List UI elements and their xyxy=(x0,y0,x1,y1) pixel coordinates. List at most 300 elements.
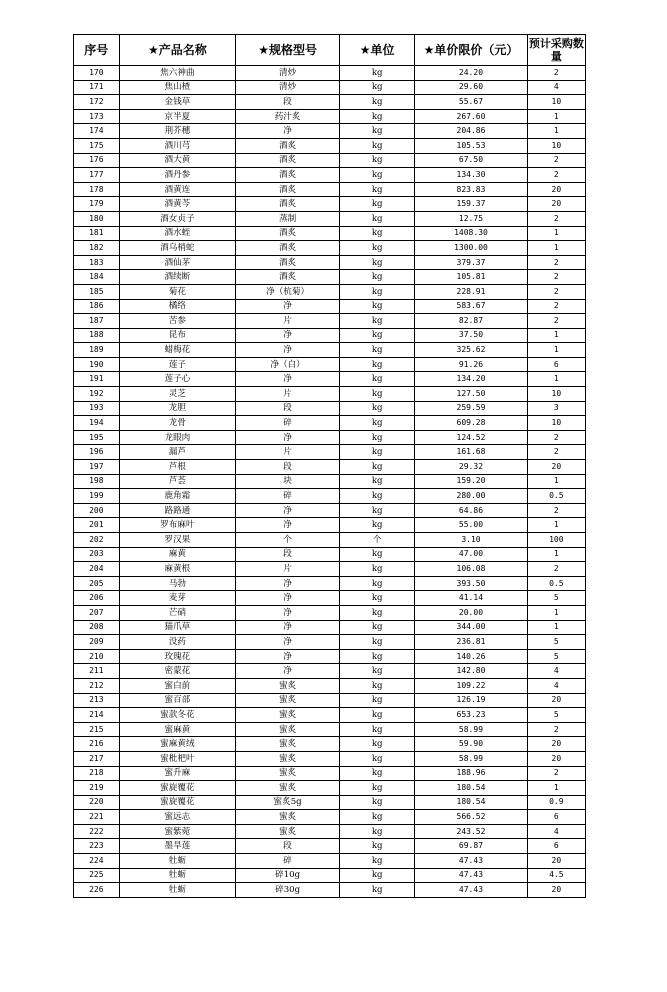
cell-unit-price: 609.28 xyxy=(415,416,527,431)
cell-unit-price: 159.20 xyxy=(415,474,527,489)
cell-specification: 酒炙 xyxy=(236,241,340,256)
price-list-sheet xyxy=(73,34,586,898)
cell-specification: 碎30g xyxy=(236,883,340,898)
table-row xyxy=(74,795,586,810)
cell-specification: 净 xyxy=(236,591,340,606)
cell-unit-price: 142.80 xyxy=(415,664,527,679)
cell-serial-number: 205 xyxy=(74,576,120,591)
cell-quantity: 5 xyxy=(527,649,585,664)
cell-product-name: 莲子心 xyxy=(119,372,236,387)
cell-unit-price: 161.68 xyxy=(415,445,527,460)
cell-unit-price: 325.62 xyxy=(415,343,527,358)
table-row xyxy=(74,854,586,869)
table-row xyxy=(74,153,586,168)
cell-specification: 段 xyxy=(236,547,340,562)
table-row xyxy=(74,430,586,445)
table-row xyxy=(74,80,586,95)
header-row xyxy=(74,35,586,66)
cell-unit-price: 134.30 xyxy=(415,168,527,183)
cell-quantity: 20 xyxy=(527,854,585,869)
cell-product-name: 蜜远志 xyxy=(119,810,236,825)
cell-quantity: 2 xyxy=(527,722,585,737)
cell-unit: kg xyxy=(340,635,415,650)
cell-specification: 蜜炙 xyxy=(236,751,340,766)
table-row xyxy=(74,810,586,825)
table-row xyxy=(74,357,586,372)
cell-quantity: 5 xyxy=(527,591,585,606)
cell-unit-price: 12.75 xyxy=(415,211,527,226)
cell-serial-number: 187 xyxy=(74,314,120,329)
cell-serial-number: 190 xyxy=(74,357,120,372)
cell-serial-number: 186 xyxy=(74,299,120,314)
cell-unit: kg xyxy=(340,95,415,110)
table-row xyxy=(74,211,586,226)
cell-serial-number: 175 xyxy=(74,138,120,153)
cell-unit-price: 67.50 xyxy=(415,153,527,168)
table-row xyxy=(74,489,586,504)
table-row xyxy=(74,693,586,708)
cell-quantity: 20 xyxy=(527,182,585,197)
table-row xyxy=(74,343,586,358)
cell-product-name: 墨旱莲 xyxy=(119,839,236,854)
cell-unit: kg xyxy=(340,314,415,329)
cell-specification: 段 xyxy=(236,95,340,110)
cell-serial-number: 221 xyxy=(74,810,120,825)
cell-product-name: 牡蛎 xyxy=(119,868,236,883)
cell-serial-number: 176 xyxy=(74,153,120,168)
table-row xyxy=(74,533,586,548)
cell-quantity: 1 xyxy=(527,109,585,124)
cell-quantity: 0.5 xyxy=(527,576,585,591)
cell-unit-price: 127.50 xyxy=(415,387,527,402)
price-list-table xyxy=(73,34,586,898)
cell-unit: kg xyxy=(340,80,415,95)
table-row xyxy=(74,503,586,518)
cell-quantity: 2 xyxy=(527,66,585,81)
cell-serial-number: 212 xyxy=(74,678,120,693)
cell-serial-number: 218 xyxy=(74,766,120,781)
cell-unit: kg xyxy=(340,737,415,752)
cell-unit: kg xyxy=(340,211,415,226)
table-row xyxy=(74,445,586,460)
table-row xyxy=(74,314,586,329)
cell-unit: kg xyxy=(340,124,415,139)
cell-unit: kg xyxy=(340,649,415,664)
cell-quantity: 100 xyxy=(527,533,585,548)
cell-unit-price: 58.99 xyxy=(415,722,527,737)
cell-serial-number: 224 xyxy=(74,854,120,869)
cell-unit-price: 393.50 xyxy=(415,576,527,591)
cell-product-name: 蜜旋覆花 xyxy=(119,781,236,796)
cell-product-name: 玫瑰花 xyxy=(119,649,236,664)
cell-serial-number: 170 xyxy=(74,66,120,81)
cell-serial-number: 182 xyxy=(74,241,120,256)
table-row xyxy=(74,416,586,431)
cell-quantity: 6 xyxy=(527,839,585,854)
cell-product-name: 蜜百部 xyxy=(119,693,236,708)
cell-serial-number: 180 xyxy=(74,211,120,226)
cell-quantity: 2 xyxy=(527,314,585,329)
cell-product-name: 龙胆 xyxy=(119,401,236,416)
cell-unit: kg xyxy=(340,387,415,402)
cell-unit-price: 41.14 xyxy=(415,591,527,606)
cell-quantity: 0.9 xyxy=(527,795,585,810)
cell-quantity: 2 xyxy=(527,255,585,270)
cell-serial-number: 208 xyxy=(74,620,120,635)
cell-serial-number: 225 xyxy=(74,868,120,883)
cell-unit-price: 379.37 xyxy=(415,255,527,270)
cell-specification: 蜜炙 xyxy=(236,824,340,839)
cell-serial-number: 220 xyxy=(74,795,120,810)
cell-unit: kg xyxy=(340,197,415,212)
cell-serial-number: 222 xyxy=(74,824,120,839)
cell-serial-number: 179 xyxy=(74,197,120,212)
cell-product-name: 麻黄根 xyxy=(119,562,236,577)
table-row xyxy=(74,824,586,839)
cell-product-name: 酒丹参 xyxy=(119,168,236,183)
cell-product-name: 酒续断 xyxy=(119,270,236,285)
table-row xyxy=(74,576,586,591)
table-row xyxy=(74,328,586,343)
cell-unit-price: 1300.00 xyxy=(415,241,527,256)
table-row xyxy=(74,372,586,387)
cell-unit: kg xyxy=(340,854,415,869)
cell-quantity: 2 xyxy=(527,299,585,314)
cell-specification: 净 xyxy=(236,576,340,591)
cell-serial-number: 196 xyxy=(74,445,120,460)
cell-specification: 蜜炙 xyxy=(236,766,340,781)
cell-specification: 酒炙 xyxy=(236,153,340,168)
cell-serial-number: 226 xyxy=(74,883,120,898)
cell-unit-price: 29.32 xyxy=(415,460,527,475)
cell-quantity: 10 xyxy=(527,416,585,431)
cell-unit: kg xyxy=(340,518,415,533)
cell-quantity: 20 xyxy=(527,737,585,752)
header-unit: ★单位 xyxy=(340,35,415,66)
cell-unit-price: 47.43 xyxy=(415,868,527,883)
cell-product-name: 酒黄芩 xyxy=(119,197,236,212)
cell-unit-price: 204.86 xyxy=(415,124,527,139)
cell-product-name: 牡蛎 xyxy=(119,883,236,898)
cell-product-name: 苦参 xyxy=(119,314,236,329)
cell-unit: kg xyxy=(340,605,415,620)
table-row xyxy=(74,460,586,475)
cell-unit-price: 228.91 xyxy=(415,284,527,299)
cell-product-name: 酒大黄 xyxy=(119,153,236,168)
header-specification: ★规格型号 xyxy=(236,35,340,66)
table-row xyxy=(74,270,586,285)
cell-serial-number: 219 xyxy=(74,781,120,796)
cell-unit-price: 47.43 xyxy=(415,854,527,869)
cell-serial-number: 210 xyxy=(74,649,120,664)
cell-serial-number: 184 xyxy=(74,270,120,285)
table-row xyxy=(74,678,586,693)
header-serial-number: 序号 xyxy=(74,35,120,66)
cell-unit: kg xyxy=(340,343,415,358)
cell-unit-price: 105.53 xyxy=(415,138,527,153)
cell-specification: 蜜炙 xyxy=(236,693,340,708)
cell-serial-number: 217 xyxy=(74,751,120,766)
cell-quantity: 2 xyxy=(527,284,585,299)
cell-quantity: 2 xyxy=(527,503,585,518)
cell-serial-number: 214 xyxy=(74,708,120,723)
cell-quantity: 2 xyxy=(527,168,585,183)
cell-quantity: 2 xyxy=(527,211,585,226)
table-row xyxy=(74,751,586,766)
cell-product-name: 酒黄连 xyxy=(119,182,236,197)
cell-specification: 段 xyxy=(236,460,340,475)
cell-serial-number: 192 xyxy=(74,387,120,402)
cell-serial-number: 207 xyxy=(74,605,120,620)
cell-specification: 净 xyxy=(236,635,340,650)
cell-product-name: 蜜枇杷叶 xyxy=(119,751,236,766)
cell-serial-number: 213 xyxy=(74,693,120,708)
cell-specification: 药汁炙 xyxy=(236,109,340,124)
cell-specification: 酒炙 xyxy=(236,182,340,197)
cell-product-name: 芦荟 xyxy=(119,474,236,489)
cell-unit-price: 64.86 xyxy=(415,503,527,518)
cell-unit-price: 344.00 xyxy=(415,620,527,635)
table-row xyxy=(74,284,586,299)
table-row xyxy=(74,387,586,402)
cell-unit-price: 159.37 xyxy=(415,197,527,212)
cell-specification: 净 xyxy=(236,124,340,139)
table-row xyxy=(74,197,586,212)
cell-unit-price: 126.19 xyxy=(415,693,527,708)
table-row xyxy=(74,138,586,153)
cell-specification: 段 xyxy=(236,839,340,854)
cell-unit: kg xyxy=(340,562,415,577)
cell-unit-price: 59.90 xyxy=(415,737,527,752)
cell-specification: 酒炙 xyxy=(236,197,340,212)
cell-product-name: 京半夏 xyxy=(119,109,236,124)
cell-unit: kg xyxy=(340,460,415,475)
table-row xyxy=(74,547,586,562)
cell-specification: 净（白） xyxy=(236,357,340,372)
cell-unit-price: 280.00 xyxy=(415,489,527,504)
cell-serial-number: 183 xyxy=(74,255,120,270)
cell-product-name: 罗汉果 xyxy=(119,533,236,548)
cell-specification: 蒸制 xyxy=(236,211,340,226)
cell-product-name: 蜜款冬花 xyxy=(119,708,236,723)
cell-specification: 蜜炙 xyxy=(236,678,340,693)
cell-serial-number: 200 xyxy=(74,503,120,518)
cell-unit-price: 105.81 xyxy=(415,270,527,285)
cell-unit: kg xyxy=(340,576,415,591)
cell-unit: kg xyxy=(340,722,415,737)
cell-unit: kg xyxy=(340,781,415,796)
cell-unit: kg xyxy=(340,503,415,518)
cell-specification: 酒炙 xyxy=(236,168,340,183)
cell-product-name: 鹿角霜 xyxy=(119,489,236,504)
cell-unit: kg xyxy=(340,766,415,781)
cell-quantity: 1 xyxy=(527,518,585,533)
header-product-name: ★产品名称 xyxy=(119,35,236,66)
cell-unit: kg xyxy=(340,693,415,708)
cell-unit-price: 583.67 xyxy=(415,299,527,314)
cell-serial-number: 211 xyxy=(74,664,120,679)
cell-serial-number: 185 xyxy=(74,284,120,299)
cell-serial-number: 194 xyxy=(74,416,120,431)
cell-serial-number: 177 xyxy=(74,168,120,183)
header-unit-price-limit: ★单价限价（元） xyxy=(415,35,527,66)
cell-specification: 块 xyxy=(236,474,340,489)
table-row xyxy=(74,781,586,796)
cell-specification: 蜜炙 xyxy=(236,722,340,737)
cell-specification: 净 xyxy=(236,605,340,620)
cell-specification: 净 xyxy=(236,664,340,679)
cell-unit: kg xyxy=(340,795,415,810)
cell-quantity: 2 xyxy=(527,445,585,460)
cell-specification: 片 xyxy=(236,445,340,460)
cell-unit: kg xyxy=(340,430,415,445)
cell-unit: kg xyxy=(340,445,415,460)
cell-quantity: 2 xyxy=(527,270,585,285)
cell-unit: kg xyxy=(340,883,415,898)
cell-unit-price: 3.10 xyxy=(415,533,527,548)
cell-specification: 碎10g xyxy=(236,868,340,883)
cell-product-name: 莲子 xyxy=(119,357,236,372)
table-row xyxy=(74,182,586,197)
cell-unit: kg xyxy=(340,66,415,81)
table-row xyxy=(74,766,586,781)
cell-unit-price: 109.22 xyxy=(415,678,527,693)
cell-unit: kg xyxy=(340,182,415,197)
cell-unit: kg xyxy=(340,810,415,825)
cell-serial-number: 174 xyxy=(74,124,120,139)
cell-quantity: 4 xyxy=(527,678,585,693)
cell-quantity: 20 xyxy=(527,460,585,475)
cell-unit: kg xyxy=(340,241,415,256)
cell-specification: 净 xyxy=(236,503,340,518)
cell-specification: 净 xyxy=(236,430,340,445)
cell-serial-number: 223 xyxy=(74,839,120,854)
cell-product-name: 焦六神曲 xyxy=(119,66,236,81)
cell-unit-price: 29.60 xyxy=(415,80,527,95)
cell-product-name: 蜜旋覆花 xyxy=(119,795,236,810)
cell-product-name: 麦芽 xyxy=(119,591,236,606)
cell-specification: 碎 xyxy=(236,489,340,504)
cell-product-name: 金钱草 xyxy=(119,95,236,110)
cell-quantity: 4.5 xyxy=(527,868,585,883)
cell-unit-price: 124.52 xyxy=(415,430,527,445)
cell-quantity: 1 xyxy=(527,605,585,620)
cell-product-name: 密蒙花 xyxy=(119,664,236,679)
cell-unit-price: 37.50 xyxy=(415,328,527,343)
cell-quantity: 4 xyxy=(527,824,585,839)
cell-unit-price: 58.99 xyxy=(415,751,527,766)
cell-serial-number: 172 xyxy=(74,95,120,110)
cell-specification: 酒炙 xyxy=(236,226,340,241)
cell-specification: 段 xyxy=(236,401,340,416)
table-row xyxy=(74,124,586,139)
cell-product-name: 焦山楂 xyxy=(119,80,236,95)
cell-unit: kg xyxy=(340,416,415,431)
cell-unit: kg xyxy=(340,489,415,504)
cell-product-name: 荆芥穗 xyxy=(119,124,236,139)
cell-unit-price: 243.52 xyxy=(415,824,527,839)
cell-unit-price: 267.60 xyxy=(415,109,527,124)
cell-serial-number: 189 xyxy=(74,343,120,358)
cell-specification: 片 xyxy=(236,387,340,402)
cell-quantity: 1 xyxy=(527,781,585,796)
cell-specification: 清炒 xyxy=(236,66,340,81)
cell-unit-price: 55.00 xyxy=(415,518,527,533)
cell-specification: 净 xyxy=(236,372,340,387)
cell-specification: 个 xyxy=(236,533,340,548)
cell-unit-price: 259.59 xyxy=(415,401,527,416)
cell-product-name: 蜜白前 xyxy=(119,678,236,693)
cell-specification: 片 xyxy=(236,562,340,577)
cell-quantity: 6 xyxy=(527,357,585,372)
cell-product-name: 菊花 xyxy=(119,284,236,299)
table-row xyxy=(74,722,586,737)
header-estimated-quantity: 预计采购数量 xyxy=(527,35,585,66)
cell-specification: 清炒 xyxy=(236,80,340,95)
cell-unit: kg xyxy=(340,255,415,270)
cell-quantity: 1 xyxy=(527,474,585,489)
cell-unit: kg xyxy=(340,357,415,372)
cell-specification: 净 xyxy=(236,518,340,533)
table-row xyxy=(74,518,586,533)
cell-specification: 酒炙 xyxy=(236,255,340,270)
cell-specification: 净 xyxy=(236,328,340,343)
cell-serial-number: 195 xyxy=(74,430,120,445)
cell-product-name: 马勃 xyxy=(119,576,236,591)
cell-quantity: 1 xyxy=(527,241,585,256)
table-row xyxy=(74,562,586,577)
cell-quantity: 1 xyxy=(527,343,585,358)
cell-serial-number: 173 xyxy=(74,109,120,124)
cell-unit: kg xyxy=(340,591,415,606)
cell-unit: kg xyxy=(340,547,415,562)
cell-specification: 片 xyxy=(236,314,340,329)
cell-quantity: 10 xyxy=(527,387,585,402)
cell-product-name: 酒仙茅 xyxy=(119,255,236,270)
cell-quantity: 1 xyxy=(527,328,585,343)
cell-product-name: 芒硝 xyxy=(119,605,236,620)
cell-serial-number: 171 xyxy=(74,80,120,95)
cell-unit-price: 653.23 xyxy=(415,708,527,723)
cell-quantity: 2 xyxy=(527,430,585,445)
cell-unit: kg xyxy=(340,839,415,854)
cell-unit: kg xyxy=(340,664,415,679)
table-row xyxy=(74,299,586,314)
table-row xyxy=(74,109,586,124)
cell-quantity: 1 xyxy=(527,620,585,635)
cell-product-name: 蜜紫菀 xyxy=(119,824,236,839)
cell-unit-price: 20.00 xyxy=(415,605,527,620)
cell-quantity: 5 xyxy=(527,708,585,723)
cell-quantity: 10 xyxy=(527,138,585,153)
cell-unit: 个 xyxy=(340,533,415,548)
table-row xyxy=(74,95,586,110)
cell-unit: kg xyxy=(340,226,415,241)
cell-specification: 净 xyxy=(236,620,340,635)
cell-specification: 蜜炙 xyxy=(236,737,340,752)
table-row xyxy=(74,474,586,489)
cell-quantity: 1 xyxy=(527,372,585,387)
cell-product-name: 酒川芎 xyxy=(119,138,236,153)
cell-unit: kg xyxy=(340,284,415,299)
cell-specification: 碎 xyxy=(236,416,340,431)
table-row xyxy=(74,839,586,854)
cell-serial-number: 191 xyxy=(74,372,120,387)
cell-quantity: 4 xyxy=(527,664,585,679)
cell-specification: 净 xyxy=(236,343,340,358)
cell-unit-price: 180.54 xyxy=(415,795,527,810)
table-row xyxy=(74,255,586,270)
